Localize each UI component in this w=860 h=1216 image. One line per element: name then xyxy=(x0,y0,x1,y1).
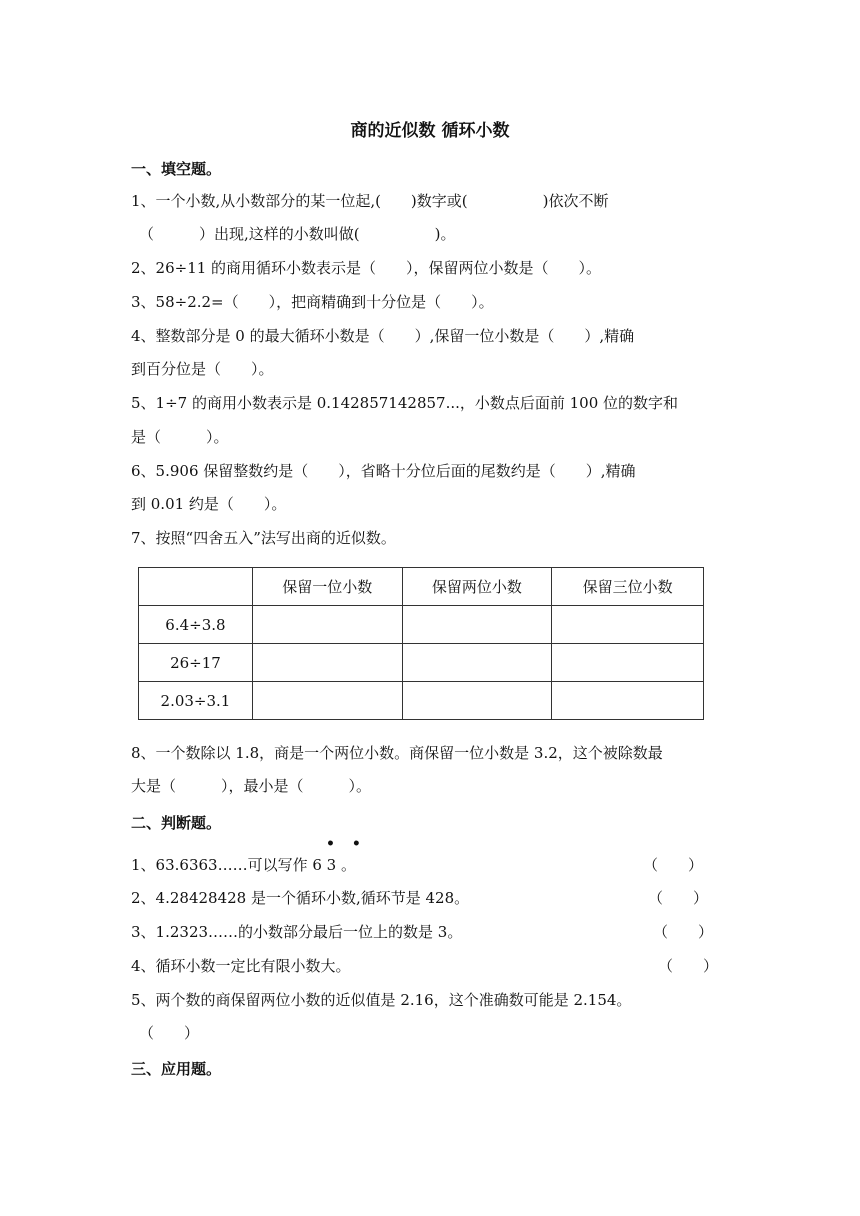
answer-cell[interactable] xyxy=(552,644,704,682)
fill-line-1: 1、一个小数,从小数部分的某一位起,( )数字或( )依次不断 xyxy=(131,192,609,210)
answer-cell[interactable] xyxy=(552,682,704,720)
table-row-label: 2.03÷3.1 xyxy=(139,682,253,720)
table-row xyxy=(139,644,704,682)
answer-cell[interactable] xyxy=(252,682,402,720)
q8-line-2: 大是（ ），最小是（ ）。 xyxy=(131,777,372,795)
fill-line-3: 2、26÷11 的商用循环小数表示是（ ），保留两位小数是（ ）。 xyxy=(131,259,602,277)
fill-line-11: 7、按照“四舍五入”法写出商的近似数。 xyxy=(131,529,396,547)
table-header-cell: 保留三位小数 xyxy=(552,568,704,606)
judge-item-3: 3、1.2323……的小数部分最后一位上的数是 3。 xyxy=(131,923,463,941)
judge-answer-3[interactable]: （ ） xyxy=(653,923,714,941)
judge-item-4: 4、循环小数一定比有限小数大。 xyxy=(131,957,351,975)
table-header-cell xyxy=(139,568,253,606)
section-fill-heading: 一、填空题。 xyxy=(131,160,222,178)
fill-line-10: 到 0.01 约是（ ）。 xyxy=(131,495,287,513)
fill-line-9: 6、5.906 保留整数约是（ ），省略十分位后面的尾数约是（ ）,精确 xyxy=(131,462,636,480)
table-header-cell: 保留两位小数 xyxy=(402,568,552,606)
section-judge-heading: 二、判断题。 xyxy=(131,814,222,832)
judge-item-2: 2、4.28428428 是一个循环小数,循环节是 428。 xyxy=(131,889,470,907)
page-title: 商的近似数 循环小数 xyxy=(350,121,510,141)
answer-cell[interactable] xyxy=(402,644,552,682)
answer-cell[interactable] xyxy=(252,644,402,682)
table-row xyxy=(139,682,704,720)
fill-line-2: （ ）出现,这样的小数叫做( )。 xyxy=(139,225,456,243)
table-row-label: 26÷17 xyxy=(139,644,253,682)
answer-cell[interactable] xyxy=(252,606,402,644)
judge-item-5: 5、两个数的商保留两位小数的近似值是 2.16，这个准确数可能是 2.154。 xyxy=(131,991,632,1009)
judge-answer-1[interactable]: （ ） xyxy=(643,856,704,874)
fill-line-8: 是（ ）。 xyxy=(131,428,229,446)
q8-line-1: 8、一个数除以 1.8，商是一个两位小数。商保留一位小数是 3.2，这个被除数最 xyxy=(131,744,663,762)
table-header-cell: 保留一位小数 xyxy=(252,568,402,606)
judge-answer-4[interactable]: （ ） xyxy=(658,957,719,975)
judge-answer-2[interactable]: （ ） xyxy=(648,889,709,907)
table-row-label: 6.4÷3.8 xyxy=(139,606,253,644)
approximation-table xyxy=(138,567,704,720)
table-row xyxy=(139,606,704,644)
section-application-heading: 三、应用题。 xyxy=(131,1060,222,1078)
answer-cell[interactable] xyxy=(402,682,552,720)
answer-cell[interactable] xyxy=(402,606,552,644)
answer-cell[interactable] xyxy=(552,606,704,644)
table-header-row xyxy=(139,568,704,606)
judge-answer-5[interactable]: （ ） xyxy=(139,1024,200,1042)
fill-line-5: 4、整数部分是 0 的最大循环小数是（ ）,保留一位小数是（ ）,精确 xyxy=(131,327,635,345)
judge-item-1: 1、63.6363……可以写作 6 3 。 xyxy=(131,856,356,874)
recurring-dots: • • xyxy=(326,836,367,852)
fill-line-6: 到百分位是（ ）。 xyxy=(131,360,274,378)
fill-line-7: 5、1÷7 的商用小数表示是 0.142857142857...，小数点后面前 100 位的数字和 xyxy=(131,394,679,412)
fill-line-4: 3、58÷2.2=（ ），把商精确到十分位是（ ）。 xyxy=(131,293,494,311)
